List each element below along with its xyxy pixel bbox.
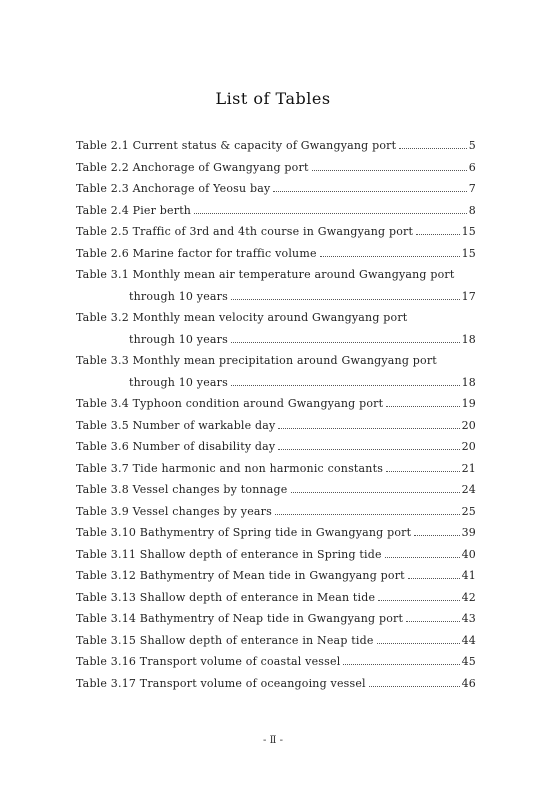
entry-page-number: 41 bbox=[461, 569, 476, 582]
entry-title: Table 3.16 Transport volume of coastal vessel bbox=[76, 655, 341, 668]
entry-title-continued: through 10 years bbox=[129, 289, 228, 303]
entry-page-number: 42 bbox=[461, 590, 476, 604]
toc-entry bbox=[76, 247, 476, 269]
entry-title-continued: through 10 years bbox=[129, 375, 228, 389]
entry-title: Table 3.9 Vessel changes by years bbox=[76, 504, 272, 518]
dot-leader bbox=[414, 535, 459, 536]
toc-entry bbox=[76, 462, 476, 484]
entry-title-continued: through 10 years bbox=[129, 332, 228, 346]
toc-entry-continuation bbox=[76, 333, 476, 355]
entry-page-number: 18 bbox=[461, 375, 476, 389]
dot-leader bbox=[369, 686, 460, 687]
dot-leader bbox=[408, 578, 460, 579]
entry-title: Table 3.12 Bathymentry of Mean tide in Gwangyang port bbox=[76, 569, 405, 582]
entry-title: Table 3.13 Shallow depth of enterance in Mean tide bbox=[76, 590, 376, 604]
entry-title: Table 3.11 Shallow depth of enterance in Spring tide bbox=[76, 547, 382, 561]
toc-entry bbox=[76, 397, 476, 419]
dot-leader bbox=[416, 234, 459, 235]
entry-title: Table 2.1 Current status & capacity of Gwangyang port bbox=[76, 139, 397, 152]
entry-title: Table 3.17 Transport volume of oceangoing vessel bbox=[76, 676, 366, 690]
entry-page-number: 39 bbox=[461, 526, 476, 539]
page-title: List of Tables bbox=[215, 89, 331, 108]
toc-entry bbox=[76, 204, 476, 226]
toc-entry bbox=[76, 612, 476, 634]
dot-leader bbox=[343, 664, 459, 665]
entry-title: Table 3.15 Shallow depth of enterance in Neap tide bbox=[76, 633, 374, 647]
toc-entry bbox=[76, 483, 476, 505]
dot-leader bbox=[231, 342, 460, 343]
entry-page-number: 8 bbox=[468, 203, 476, 217]
entry-page-number: 17 bbox=[461, 289, 476, 303]
toc-entry bbox=[76, 182, 476, 204]
entry-page-number: 24 bbox=[461, 483, 476, 496]
table-list bbox=[76, 139, 476, 698]
toc-entry bbox=[76, 548, 476, 570]
dot-leader bbox=[231, 299, 460, 300]
dot-leader bbox=[291, 492, 460, 493]
entry-page-number: 21 bbox=[461, 461, 476, 475]
entry-title: Table 3.7 Tide harmonic and non harmonic constants bbox=[76, 461, 384, 475]
toc-entry-continuation bbox=[76, 376, 476, 398]
dot-leader bbox=[406, 621, 459, 622]
toc-entry bbox=[76, 526, 476, 548]
dot-leader bbox=[378, 600, 459, 601]
dot-leader bbox=[231, 385, 460, 386]
entry-title: Table 3.3 Monthly mean precipitation around Gwangyang port bbox=[76, 354, 437, 367]
dot-leader bbox=[275, 514, 460, 515]
entry-page-number: 25 bbox=[461, 504, 476, 518]
toc-entry bbox=[76, 419, 476, 441]
toc-entry bbox=[76, 655, 476, 677]
entry-page-number: 15 bbox=[461, 246, 476, 260]
entry-page-number: 45 bbox=[461, 655, 476, 668]
toc-entry bbox=[76, 440, 476, 462]
entry-page-number: 20 bbox=[461, 418, 476, 432]
entry-page-number: 20 bbox=[461, 440, 476, 453]
toc-entry bbox=[76, 591, 476, 613]
dot-leader bbox=[278, 449, 459, 450]
entry-title: Table 3.1 Monthly mean air temperature around Gwangyang port bbox=[76, 268, 455, 281]
entry-title: Table 3.6 Number of disability day bbox=[76, 440, 276, 453]
entry-title: Table 2.6 Marine factor for traffic volume bbox=[76, 246, 317, 260]
entry-page-number: 15 bbox=[461, 225, 476, 238]
toc-entry bbox=[76, 225, 476, 247]
entry-title: Table 2.4 Pier berth bbox=[76, 203, 192, 217]
page-number: - Ⅱ - bbox=[263, 735, 283, 746]
toc-entry bbox=[76, 311, 476, 333]
dot-leader bbox=[278, 428, 459, 429]
entry-title: Table 2.2 Anchorage of Gwangyang port bbox=[76, 160, 309, 174]
entry-title: Table 3.10 Bathymentry of Spring tide in Gwangyang port bbox=[76, 526, 412, 539]
entry-page-number: 7 bbox=[468, 182, 476, 195]
dot-leader bbox=[399, 148, 467, 149]
entry-page-number: 18 bbox=[461, 332, 476, 346]
toc-entry bbox=[76, 505, 476, 527]
dot-leader bbox=[194, 213, 467, 214]
entry-page-number: 5 bbox=[468, 139, 476, 152]
toc-entry bbox=[76, 677, 476, 699]
toc-entry bbox=[76, 569, 476, 591]
toc-entry-continuation bbox=[76, 290, 476, 312]
entry-title: Table 2.5 Traffic of 3rd and 4th course in Gwangyang port bbox=[76, 225, 414, 238]
entry-title: Table 3.14 Bathymentry of Neap tide in Gwangyang port bbox=[76, 612, 404, 625]
dot-leader bbox=[312, 170, 467, 171]
toc-entry bbox=[76, 139, 476, 161]
dot-leader bbox=[386, 406, 459, 407]
entry-title: Table 3.4 Typhoon condition around Gwangyang port bbox=[76, 397, 384, 410]
dot-leader bbox=[320, 256, 460, 257]
entry-page-number: 43 bbox=[461, 612, 476, 625]
toc-entry bbox=[76, 634, 476, 656]
entry-page-number: 46 bbox=[461, 676, 476, 690]
dot-leader bbox=[385, 557, 460, 558]
entry-page-number: 6 bbox=[468, 160, 476, 174]
toc-entry bbox=[76, 354, 476, 376]
dot-leader bbox=[377, 643, 460, 644]
entry-page-number: 40 bbox=[461, 547, 476, 561]
toc-entry bbox=[76, 268, 476, 290]
dot-leader bbox=[386, 471, 460, 472]
toc-entry bbox=[76, 161, 476, 183]
entry-title: Table 3.8 Vessel changes by tonnage bbox=[76, 483, 288, 496]
entry-title: Table 3.5 Number of warkable day bbox=[76, 418, 276, 432]
entry-title: Table 2.3 Anchorage of Yeosu bay bbox=[76, 182, 271, 195]
entry-title: Table 3.2 Monthly mean velocity around Gwangyang port bbox=[76, 311, 408, 324]
entry-page-number: 19 bbox=[461, 397, 476, 410]
dot-leader bbox=[273, 191, 466, 192]
entry-page-number: 44 bbox=[461, 633, 476, 647]
